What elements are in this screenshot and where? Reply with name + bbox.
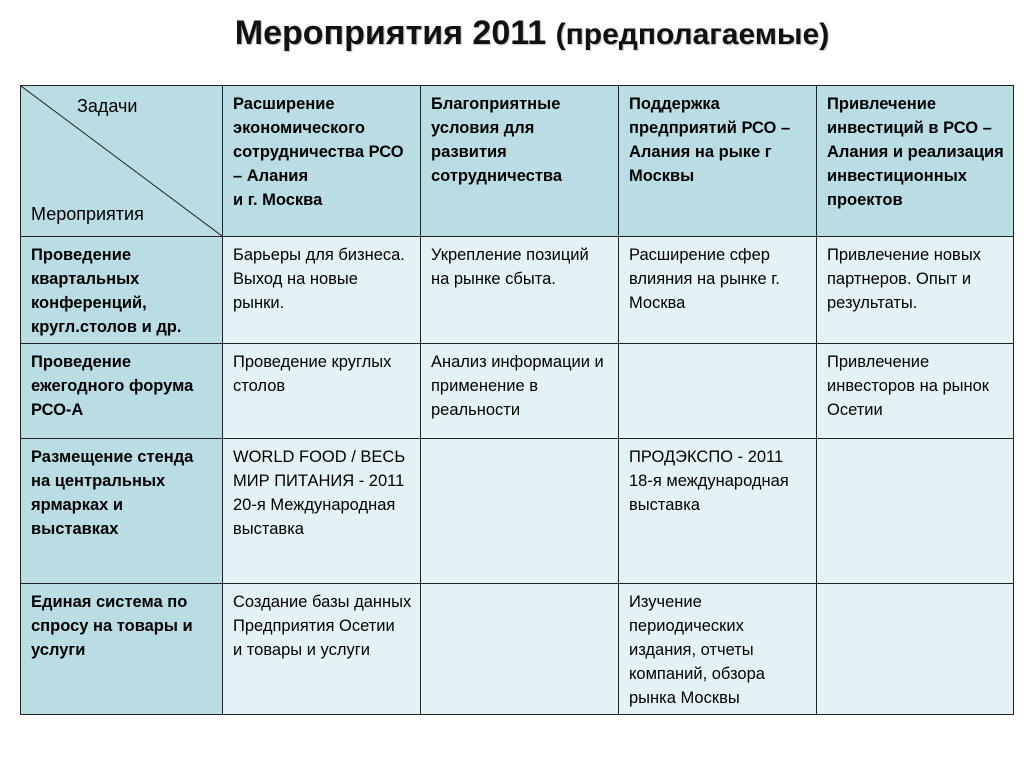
corner-label-tasks: Задачи — [77, 96, 138, 116]
row-label: Единая система по спросу на товары и услуги — [21, 584, 223, 715]
table-cell: Расширение сфер влияния на рынке г. Москва — [619, 237, 817, 344]
page-title — [0, 14, 1024, 53]
table-cell — [817, 439, 1014, 584]
corner-cell — [21, 86, 223, 237]
table-row — [21, 237, 1014, 344]
title-subtitle: (предполагаемые) — [555, 18, 830, 51]
table-cell: Анализ информации и применение в реальности — [421, 344, 619, 439]
row-label: Проведение квартальных конференций, кругл.столов и др. — [21, 237, 223, 344]
table-cell — [421, 584, 619, 715]
row-label: Размещение стенда на центральных ярмарках и выставках — [21, 439, 223, 584]
table-cell: Укрепление позиций на рынке сбыта. — [421, 237, 619, 344]
table-cell — [421, 439, 619, 584]
events-table — [20, 85, 1014, 715]
table-cell: Привлечение новых партнеров. Опыт и результаты. — [817, 237, 1014, 344]
table-cell: Привлечение инвесторов на рынок Осетии — [817, 344, 1014, 439]
table-cell: Барьеры для бизнеса. Выход на новые рынки. — [223, 237, 421, 344]
table-cell: WORLD FOOD / ВЕСЬ МИР ПИТАНИЯ - 2011 20-я Международная выставка — [223, 439, 421, 584]
table-cell: Изучение периодических издания, отчеты компаний, обзора рынка Москвы — [619, 584, 817, 715]
column-header: Поддержка предприятий РСО – Алания на рыке г Москвы — [619, 86, 817, 237]
table-cell: ПРОДЭКСПО - 2011 18-я международная выставка — [619, 439, 817, 584]
column-header: Расширение экономического сотрудничества РСО – Алания и г. Москва — [223, 86, 421, 237]
table-cell — [817, 584, 1014, 715]
table-header-row — [21, 86, 1014, 237]
table-row — [21, 584, 1014, 715]
table-cell: Создание базы данных Предприятия Осетии и товары и услуги — [223, 584, 421, 715]
column-header: Благоприятные условия для развития сотрудничества — [421, 86, 619, 237]
table-row — [21, 344, 1014, 439]
column-header: Привлечение инвестиций в РСО – Алания и реализация инвестиционных проектов — [817, 86, 1014, 237]
corner-label-events: Мероприятия — [31, 204, 144, 224]
title-main: Мероприятия 2011 — [234, 14, 547, 52]
table-row — [21, 439, 1014, 584]
table-cell — [619, 344, 817, 439]
row-label: Проведение ежегодного форума РСО-А — [21, 344, 223, 439]
table-cell: Проведение круглых столов — [223, 344, 421, 439]
